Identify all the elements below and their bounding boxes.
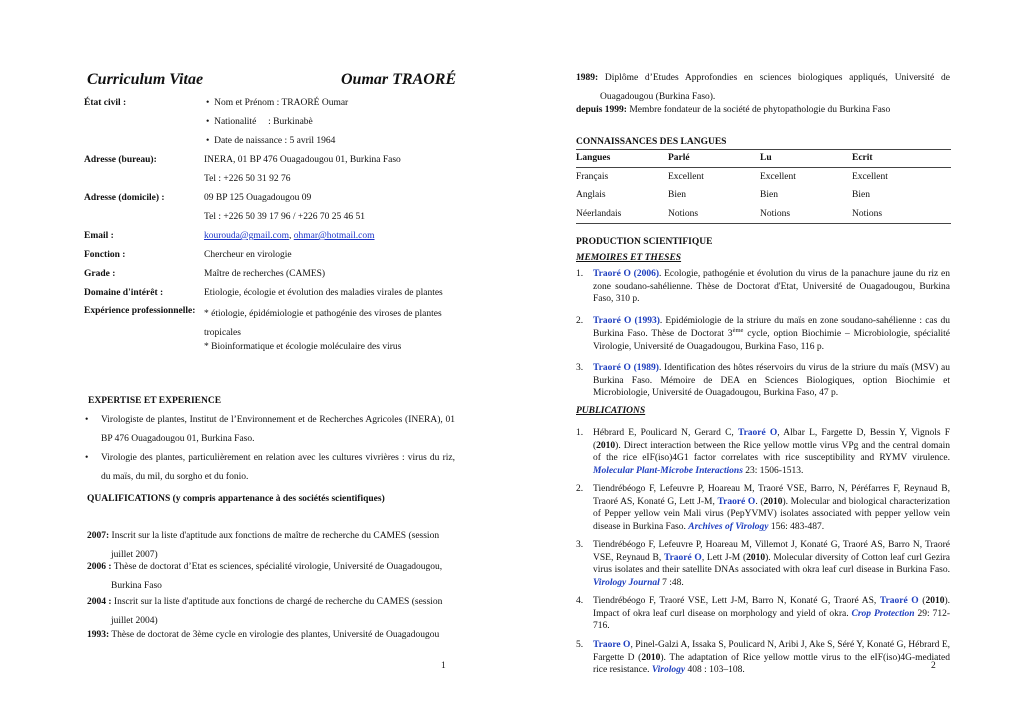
adresse-bureau: INERA, 01 BP 476 Ouagadougou 01, Burkina Faso [204, 155, 401, 165]
langues-table-wrap [576, 149, 951, 224]
tel-bureau: Tel : +226 50 31 92 76 [204, 174, 291, 184]
experience-2: * Bioinformatique et écologie moléculaire des virus [204, 342, 402, 352]
list-item: 1. Traoré O (2006). Ecologie, pathogénie et évolution du virus de la panachure jaune du riz en zone soudano-sahélienne. Thèse de Doctorat d'Etat, Université de Ouagadougou, Burkina Faso, 310 p. [576, 269, 950, 305]
table-row: Anglais Bien Bien Bien [576, 190, 870, 201]
adresse-domicile: 09 BP 125 Ouagadougou 09 [204, 193, 312, 203]
page-2 [512, 0, 1024, 724]
page-number: 2 [931, 661, 936, 671]
publications-list [576, 427, 950, 677]
langues-table [576, 150, 951, 224]
list-item: 1. Hébrard E, Poulicard N, Gerard C, Traoré O, Albar L, Fargette D, Bessin Y, Vignols F (2010). Direct interaction between the Rice yellow mottle virus VPg and the central domain of the rice eIF(iso)4G1 factor correlates with rice susceptibility and RYMV virulence. Molecular Plant-Microbe Interactions 23: 1506-1513. [576, 428, 950, 476]
experience-1: * étiologie, épidémiologie et pathogénie des viroses de plantes tropicales [204, 309, 442, 338]
bullet-icon: • [206, 98, 210, 108]
production-title: PRODUCTION SCIENTIFIQUE [576, 237, 713, 247]
bullet-icon: • [85, 453, 89, 463]
expertise-item: • Virologiste de plantes, Institut de l’Environnement et de Recherches Agricoles (INERA), 01 BP 476 Ouagadougou 01, Burkina Faso. [85, 411, 455, 449]
table-header-row: Langues Parlé Lu Ecrit [576, 150, 951, 167]
list-item: 2. Traoré O (1993). Epidémiologie de la striure du maïs en zone soudano-sahélienne : cas du Burkina Faso. Thèse de Doctorat 3ème cycle, option Biochimie – Microbiologie, spécialité Virologie, Université de Ouagadougou, Burkina Faso, 116 p. [576, 315, 951, 352]
qualification-2007: 2007: Inscrit sur la liste d'aptitude aux fonctions de maître de recherche du CAMES (session juillet 2007) [87, 531, 440, 560]
qualification-2006: 2006 : Thèse de doctorat d’Etat es sciences, spécialité virologie, Université de Ouagadougou, Burkina Faso [87, 562, 443, 591]
qualification-1999: depuis 1999: Membre fondateur de la société de phytopathologie du Burkina Faso [576, 105, 891, 115]
expertise-list [85, 411, 455, 487]
expertise-item: • Virologie des plantes, particulièrement en relation avec les cultures vivrières : virus du riz, du maïs, du mil, du sorgho et du fonio. [85, 449, 455, 487]
etat-civil-list [206, 97, 348, 154]
memoires-title: MEMOIRES ET THESES [576, 253, 682, 263]
tel-domicile: Tel : +226 50 39 17 96 / +226 70 25 46 51 [204, 212, 365, 222]
page-number: 1 [441, 661, 446, 671]
table-row: Français Excellent Excellent Excellent [576, 171, 888, 182]
qualifications-title: QUALIFICATIONS (y compris appartenance à des sociétés scientifiques) [87, 494, 385, 504]
list-item: 4. Tiendrébéogo F, Traoré VSE, Lett J-M, Barro N, Konaté G, Traoré AS, Traoré O (2010). Impact of okra leaf curl disease on morphology and yield of okra. Crop Protection 29: 712-716. [576, 596, 950, 632]
etat-civil-label: État civil : [84, 98, 127, 108]
etat-civil-item: • Nationalité : Burkinabè [206, 117, 313, 127]
email-link-1[interactable]: kourouda@gmail.com [204, 231, 289, 241]
grade-value: Maître de recherches (CAMES) [204, 269, 326, 279]
email-label: Email : [84, 231, 114, 241]
etat-civil-item: • Nom et Prénom : TRAORÉ Oumar [206, 98, 349, 108]
fonction-label: Fonction : [84, 250, 126, 260]
bullet-icon: • [206, 136, 210, 146]
list-item: 2. Tiendrébéogo F, Lefeuvre P, Hoareau M, Traoré VSE, Barro, N, Péréfarres F, Reynaud B, Traoré AS, Konaté G, Lett J-M, Traoré O. (2010). Molecular and biological characterization of Pepper yellow vein Mali virus (PepYVMV) isolates associated with pepper yellow vein disease in Burkina Faso. Archives of Virology 156: 483-487. [576, 484, 951, 532]
qualification-1993: 1993: Thèse de doctorat de 3ème cycle en virologie des plantes, Université de Ouagadougou [87, 630, 440, 640]
qualification-1989: 1989: Diplôme d’Etudes Approfondies en sciences biologiques appliqués, Université de Ouagadougou (Burkina Faso). [576, 73, 950, 102]
adresse-bureau-label: Adresse (bureau): [84, 155, 157, 165]
cv-name: Oumar TRAORÉ [341, 71, 457, 88]
email-value: kourouda@gmail.com, ohmar@hotmail.com [204, 231, 375, 241]
cv-title: Curriculum Vitae [87, 71, 204, 88]
table-row: Néerlandais Notions Notions Notions [576, 205, 951, 224]
domaine-value: Etiologie, écologie et évolution des maladies virales de plantes [204, 288, 443, 298]
fonction-value: Chercheur en virologie [204, 250, 292, 260]
publications-title: PUBLICATIONS [576, 406, 646, 416]
grade-label: Grade : [84, 269, 116, 279]
email-link-2[interactable]: ohmar@hotmail.com [293, 231, 375, 241]
etat-civil-item: • Date de naissance : 5 avril 1964 [206, 136, 336, 146]
adresse-domicile-label: Adresse (domicile) : [84, 193, 165, 203]
qualification-2004: 2004 : Inscrit sur la liste d'aptitude aux fonctions de chargé de recherche du CAMES (session juillet 2004) [87, 597, 443, 626]
list-item: 3. Traoré O (1989). Identification des hôtes réservoirs du virus de la striure du maïs (MSV) au Burkina Faso. Mémoire de DEA en Sciences Biologiques, option Biochimie et Microbiologie, Université de Ouagadougou, Burkina Faso, 47 p. [576, 363, 950, 399]
experience-label: Expérience professionnelle: [84, 306, 196, 316]
list-item: 3. Tiendrébéogo F, Lefeuvre P, Hoareau M, Villemot J, Konaté G, Traoré AS, Barro N, Traoré VSE, Reynaud B, Traoré O, Lett J-M (2010). Molecular diversity of Cotton leaf curl Gezira virus isolates and their satellite DNAs associated with okra leaf curl disease in Burkina Faso. Virology Journal 7 :48. [576, 540, 950, 588]
bullet-icon: • [85, 415, 89, 425]
expertise-title: EXPERTISE ET EXPERIENCE [88, 396, 222, 406]
domaine-label: Domaine d'intérêt : [84, 288, 164, 298]
memoires-list [576, 268, 950, 400]
bullet-icon: • [206, 117, 210, 127]
langues-title: CONNAISSANCES DES LANGUES [576, 137, 727, 147]
list-item: 5. Traore O, Pinel-Galzi A, Issaka S, Poulicard N, Aribi J, Ake S, Séré Y, Konaté G, Hébrard E, Fargette D (2010). The adaptation of Rice yellow mottle virus to the eIF(iso)4G-mediated rice resistance. Virology 408 : 103–108. [576, 639, 951, 676]
